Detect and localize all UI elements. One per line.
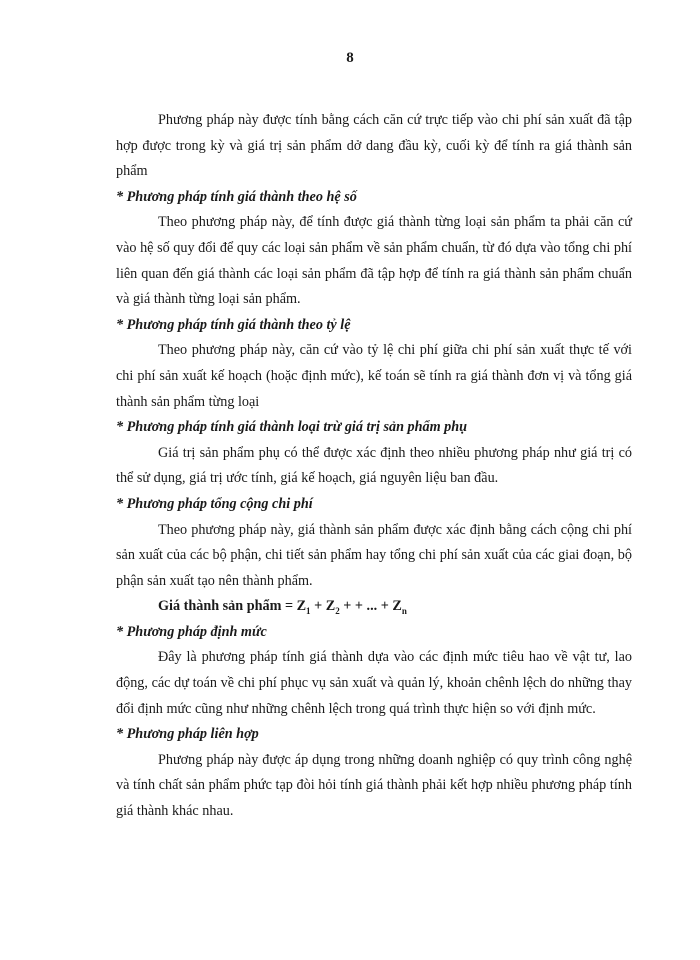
paragraph-ty-le: Theo phương pháp này, căn cứ vào tỷ lệ chi phí giữa chi phí sản xuất thực tế với chi phí sản xuất kế hoạch (hoặc định mức), kế toán sẽ tính ra giá thành đơn vị và tổng giá thành sản phẩm từng loại xyxy=(116,342,632,410)
formula-ellipsis: + ... + xyxy=(354,598,393,615)
paragraph-tong-cong: Theo phương pháp này, giá thành sản phẩm được xác định bằng cách cộng chi phí sản xuất của các bộ phận, chi tiết sản phẩm hay tổng chi phí sản xuất của các giai đoạn, bộ phận sản xuất tạo nên thành phẩm. xyxy=(116,521,632,589)
heading-ty-le: * Phương pháp tính giá thành theo tỷ lệ xyxy=(116,316,351,333)
formula-plus: + xyxy=(339,598,355,615)
formula-z2: $Z_2$ xyxy=(325,598,340,617)
formula-zn: $Z_n$ xyxy=(392,598,407,617)
formula-label: Giá thành sản phẩm = xyxy=(158,598,297,615)
heading-loai-tru: * Phương pháp tính giá thành loại trừ giá trị sản phẩm phụ xyxy=(116,419,468,436)
document-body xyxy=(116,108,632,825)
paragraph-dinh-muc: Đây là phương pháp tính giá thành dựa vào các định mức tiêu hao về vật tư, lao động, các dự toán về chi phí phục vụ sản xuất và quản lý, khoản chênh lệch do những thay đổi định mức cũng như những chênh lệch trong quá trình thực hiện so với định mức. xyxy=(116,649,632,717)
paragraph-he-so: Theo phương pháp này, để tính được giá thành từng loại sản phẩm ta phải căn cứ vào hệ số quy đổi để quy các loại sản phẩm về sản phẩm chuẩn, từ đó dựa vào tổng chi phí liên quan đến giá thành các loại sản phẩm đã tập hợp để tính ra giá thành sản phẩm chuẩn và giá thành từng loại sản phẩm. xyxy=(116,214,632,308)
paragraph-loai-tru: Giá trị sản phẩm phụ có thể được xác định theo nhiều phương pháp như giá trị có thể sử dụng, giá trị ước tính, giá kế hoạch, giá nguyên liệu ban đầu. xyxy=(116,444,632,487)
heading-dinh-muc: * Phương pháp định mức xyxy=(116,623,267,640)
formula-z1: $Z_1$ xyxy=(296,598,311,617)
formula-plus: + xyxy=(310,598,326,615)
paragraph-lien-hop: Phương pháp này được áp dụng trong những doanh nghiệp có quy trình công nghệ và tính chất sản phẩm phức tạp đòi hỏi tính giá thành phải kết hợp nhiều phương pháp tính giá thành khác nhau. xyxy=(116,751,632,820)
intro-paragraph: Phương pháp này được tính bằng cách căn cứ trực tiếp vào chi phí sản xuất đã tập hợp được trong kỳ và giá trị sản phẩm dở dang đầu kỳ, cuối kỳ để tính ra giá thành sản phẩm xyxy=(116,112,632,180)
heading-he-so: * Phương pháp tính giá thành theo hệ số xyxy=(116,188,357,205)
cost-formula xyxy=(116,594,632,620)
heading-tong-cong: * Phương pháp tổng cộng chi phí xyxy=(116,495,313,512)
heading-lien-hop: * Phương pháp liên hợp xyxy=(116,726,259,743)
page-number: 8 xyxy=(346,50,354,66)
